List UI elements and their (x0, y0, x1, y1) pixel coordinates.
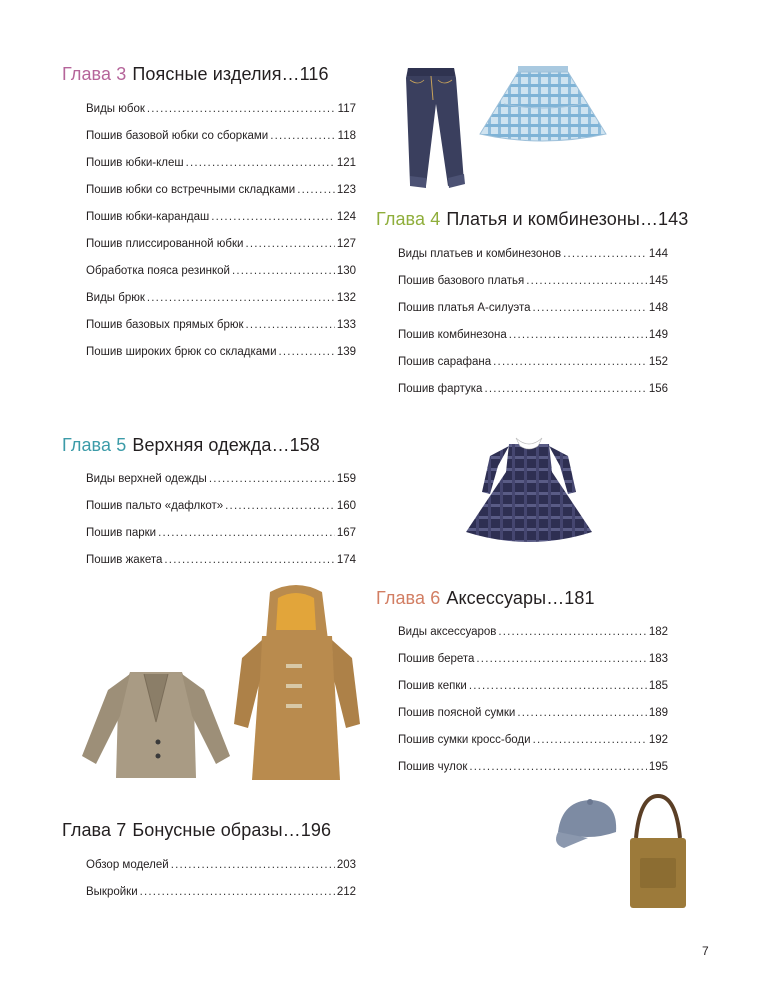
toc-entry[interactable] (86, 339, 356, 366)
jeans-illustration (388, 64, 478, 194)
toc-entry-page: 195 (648, 761, 668, 773)
toc-leader (140, 879, 335, 906)
toc-leader (279, 339, 335, 366)
toc-entry-page: 167 (336, 527, 356, 539)
toc-entry-page: 149 (648, 329, 668, 341)
toc-entry[interactable] (86, 852, 356, 879)
toc-entry-title: Обработка пояса резинкой (86, 265, 230, 277)
toc-entry[interactable] (398, 349, 668, 376)
toc-entry-title: Пошив платья А-силуэта (398, 302, 531, 314)
toc-entry-title: Пошив сарафана (398, 356, 492, 368)
toc-entry[interactable] (398, 700, 668, 727)
toc-leader (158, 520, 335, 547)
toc-entry[interactable] (86, 547, 356, 574)
toc-leader (509, 322, 647, 349)
toc-leader (246, 312, 335, 339)
toc-entry-title: Пошив пальто «дафлкот» (86, 500, 224, 512)
chapter-label: Глава 5 (62, 435, 127, 455)
toc-entry-page: 182 (648, 626, 668, 638)
dress-illustration (464, 432, 594, 552)
toc-entry-title: Пошив юбки-карандаш (86, 211, 210, 223)
toc-entry-title: Пошив фартука (398, 383, 483, 395)
toc-entry-page: 130 (336, 265, 356, 277)
chapter-name: Бонусные образы…196 (132, 820, 332, 840)
jacket-illustration (78, 666, 234, 786)
toc-entry-title: Пошив базовых прямых брюк (86, 319, 244, 331)
toc-entry-page: 123 (336, 184, 356, 196)
toc-entry-title: Пошив поясной сумки (398, 707, 516, 719)
chapter-3-title (62, 64, 329, 85)
toc-leader (232, 258, 335, 285)
toc-entry-page: 148 (648, 302, 668, 314)
toc-entry-title: Виды платьев и комбинезонов (398, 248, 562, 260)
chapter-4-toc (398, 241, 668, 403)
toc-entry-title: Виды брюк (86, 292, 145, 304)
toc-entry[interactable] (86, 520, 356, 547)
toc-entry-title: Пошив сумки кросс-боди (398, 734, 531, 746)
toc-entry[interactable] (398, 754, 668, 781)
toc-entry-page: 117 (337, 103, 356, 115)
chapter-name: Верхняя одежда…158 (132, 435, 320, 455)
toc-entry-title: Пошив берета (398, 653, 475, 665)
toc-entry-page: 212 (336, 886, 356, 898)
toc-entry-title: Виды аксессуаров (398, 626, 497, 638)
toc-entry-page: 189 (648, 707, 668, 719)
toc-entry[interactable] (86, 231, 356, 258)
toc-entry-title: Пошив чулок (398, 761, 468, 773)
toc-entry-page: 133 (336, 319, 356, 331)
toc-entry[interactable] (86, 258, 356, 285)
toc-leader (533, 295, 647, 322)
toc-entry[interactable] (398, 673, 668, 700)
toc-entry-title: Пошив парки (86, 527, 157, 539)
chapter-label: Глава 6 (376, 588, 441, 608)
toc-leader (211, 204, 335, 231)
toc-entry-title: Пошив широких брюк со складками (86, 346, 277, 358)
toc-leader (469, 673, 647, 700)
chapter-7-title (62, 820, 331, 841)
toc-entry-title: Пошив комбинезона (398, 329, 507, 341)
toc-entry-page: 152 (648, 356, 668, 368)
chapter-label: Глава 3 (62, 64, 127, 84)
toc-entry-page: 144 (648, 248, 668, 260)
toc-entry[interactable] (398, 727, 668, 754)
bag-illustration (626, 794, 690, 914)
chapter-6-title (376, 588, 595, 609)
page-number: 7 (702, 944, 709, 958)
toc-entry[interactable] (86, 96, 356, 123)
chapter-5-toc (86, 466, 356, 574)
toc-leader (498, 619, 646, 646)
chapter-name: Платья и комбинезоны…143 (446, 209, 689, 229)
toc-entry[interactable] (398, 295, 668, 322)
toc-entry-page: 156 (648, 383, 668, 395)
toc-entry-title: Пошив жакета (86, 554, 163, 566)
chapter-6-toc (398, 619, 668, 781)
toc-entry[interactable] (398, 619, 668, 646)
plaid-skirt-illustration (478, 64, 608, 146)
chapter-3-toc (86, 96, 356, 366)
toc-entry[interactable] (86, 285, 356, 312)
toc-entry-page: 160 (336, 500, 356, 512)
toc-leader (517, 700, 646, 727)
cap-illustration (548, 792, 624, 856)
toc-entry[interactable] (398, 268, 668, 295)
toc-entry[interactable] (398, 322, 668, 349)
toc-leader (469, 754, 646, 781)
toc-leader (297, 177, 335, 204)
chapter-4-title (376, 209, 688, 230)
toc-entry-page: 145 (648, 275, 668, 287)
chapter-label: Глава 4 (376, 209, 441, 229)
toc-entry[interactable] (86, 123, 356, 150)
toc-entry-page: 118 (337, 130, 356, 142)
toc-entry[interactable] (86, 466, 356, 493)
toc-entry-title: Пошив плиссированной юбки (86, 238, 244, 250)
toc-entry-page: 185 (648, 680, 668, 692)
chapter-5-title (62, 435, 320, 456)
toc-entry-page: 121 (336, 157, 356, 169)
toc-entry-page: 127 (336, 238, 356, 250)
toc-leader (186, 150, 335, 177)
toc-leader (270, 123, 335, 150)
toc-entry-title: Выкройки (86, 886, 138, 898)
toc-leader (147, 285, 335, 312)
toc-leader (225, 493, 335, 520)
toc-leader (147, 96, 336, 123)
toc-entry[interactable] (398, 376, 668, 403)
toc-entry[interactable] (86, 312, 356, 339)
toc-entry-title: Пошив кепки (398, 680, 467, 692)
toc-entry[interactable] (86, 150, 356, 177)
toc-entry-page: 174 (336, 554, 356, 566)
duffle-coat-illustration (232, 584, 362, 786)
toc-entry[interactable] (398, 241, 668, 268)
chapter-name: Аксессуары…181 (446, 588, 595, 608)
toc-entry[interactable] (86, 177, 356, 204)
toc-leader (484, 376, 646, 403)
toc-entry-page: 203 (336, 859, 356, 871)
toc-entry-title: Пошив юбки-клеш (86, 157, 184, 169)
toc-entry[interactable] (86, 493, 356, 520)
toc-entry-title: Пошив юбки со встречными складками (86, 184, 296, 196)
toc-leader (245, 231, 334, 258)
toc-entry[interactable] (86, 879, 356, 906)
toc-entry-title: Виды верхней одежды (86, 473, 207, 485)
toc-entry-page: 192 (648, 734, 668, 746)
toc-entry-title: Пошив базовой юбки со сборками (86, 130, 269, 142)
toc-entry-page: 183 (648, 653, 668, 665)
toc-entry[interactable] (398, 646, 668, 673)
toc-leader (171, 852, 335, 879)
toc-entry-title: Пошив базового платья (398, 275, 525, 287)
chapter-name: Поясные изделия…116 (132, 64, 329, 84)
toc-entry-page: 139 (336, 346, 356, 358)
toc-entry-title: Виды юбок (86, 103, 145, 115)
toc-entry-page: 124 (336, 211, 356, 223)
toc-leader (533, 727, 647, 754)
chapter-label: Глава 7 (62, 820, 127, 840)
toc-leader (209, 466, 335, 493)
toc-entry-title: Обзор моделей (86, 859, 169, 871)
toc-leader (164, 547, 334, 574)
toc-leader (493, 349, 647, 376)
chapter-7-toc (86, 852, 356, 906)
toc-entry-page: 132 (336, 292, 356, 304)
toc-entry-page: 159 (336, 473, 356, 485)
toc-leader (526, 268, 647, 295)
toc-leader (563, 241, 647, 268)
toc-entry[interactable] (86, 204, 356, 231)
toc-leader (476, 646, 646, 673)
